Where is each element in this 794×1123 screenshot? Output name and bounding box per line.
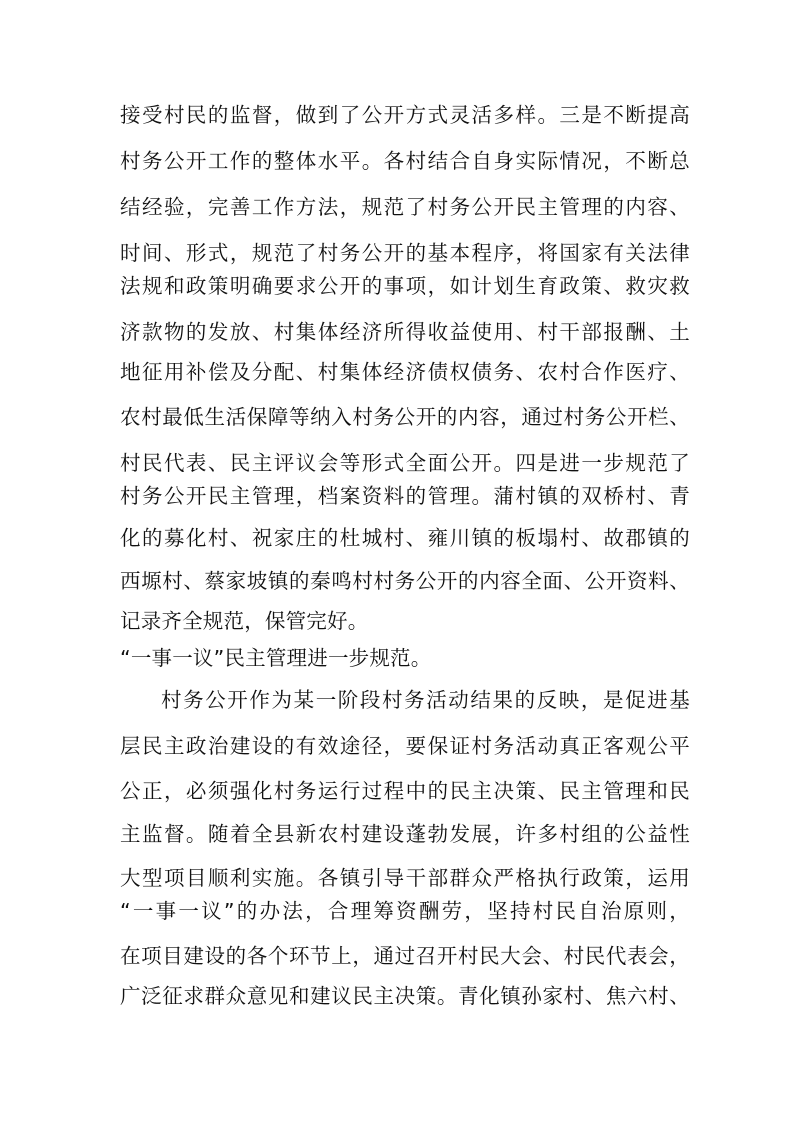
body-text-line: 村民代表、民主评议会等形式全面公开。四是进一步规范了	[120, 451, 690, 475]
body-text-line: 大型项目顺利实施。各镇引导干部群众严格执行政策，运用	[120, 866, 690, 890]
body-text-line: 村务公开民主管理，档案资料的管理。蒲村镇的双桥村、青	[120, 484, 690, 508]
body-text-line: 广泛征求群众意见和建议民主决策。青化镇孙家村、焦六村、	[120, 984, 690, 1008]
body-text-line: 化的募化村、祝家庄的杜城村、雍川镇的板塌村、故郡镇的	[120, 526, 690, 550]
body-text-line: 在项目建设的各个环节上，通过召开村民大会、村民代表会，	[120, 944, 690, 968]
body-text-line: “一事一议”的办法，合理筹资酬劳，坚持村民自治原则，	[120, 899, 690, 923]
body-text-line: 村务公开工作的整体水平。各村结合自身实际情况，不断总	[120, 149, 690, 173]
body-text-line-last: 记录齐全规范，保管完好。	[120, 609, 369, 633]
body-text-line: 时间、形式，规范了村务公开的基本程序，将国家有关法律	[120, 241, 690, 265]
body-text-line: 公正，必须强化村务运行过程中的民主决策、民主管理和民	[120, 779, 690, 803]
body-text-line: 接受村民的监督，做到了公开方式灵活多样。三是不断提高	[120, 103, 690, 127]
section-heading: “一事一议”民主管理进一步规范。	[120, 646, 432, 670]
body-text-line: 农村最低生活保障等纳入村务公开的内容，通过村务公开栏、	[120, 405, 690, 429]
paragraph-first-line: 村务公开作为某一阶段村务活动结果的反映，是促进基	[161, 688, 690, 712]
body-text-line: 济款物的发放、村集体经济所得收益使用、村干部报酬、土	[120, 320, 690, 344]
body-text-line: 结经验，完善工作方法，规范了村务公开民主管理的内容、	[120, 195, 690, 219]
body-text-line: 西塬村、蔡家坡镇的秦鸣村村务公开的内容全面、公开资料、	[120, 569, 690, 593]
body-text-line: 主监督。随着全县新农村建设蓬勃发展，许多村组的公益性	[120, 822, 690, 846]
body-text-line: 层民主政治建设的有效途径，要保证村务活动真正客观公平	[120, 734, 690, 758]
body-text-line: 法规和政策明确要求公开的事项，如计划生育政策、救灾救	[120, 274, 690, 298]
body-text-line: 地征用补偿及分配、村集体经济债权债务、农村合作医疗、	[120, 360, 690, 384]
